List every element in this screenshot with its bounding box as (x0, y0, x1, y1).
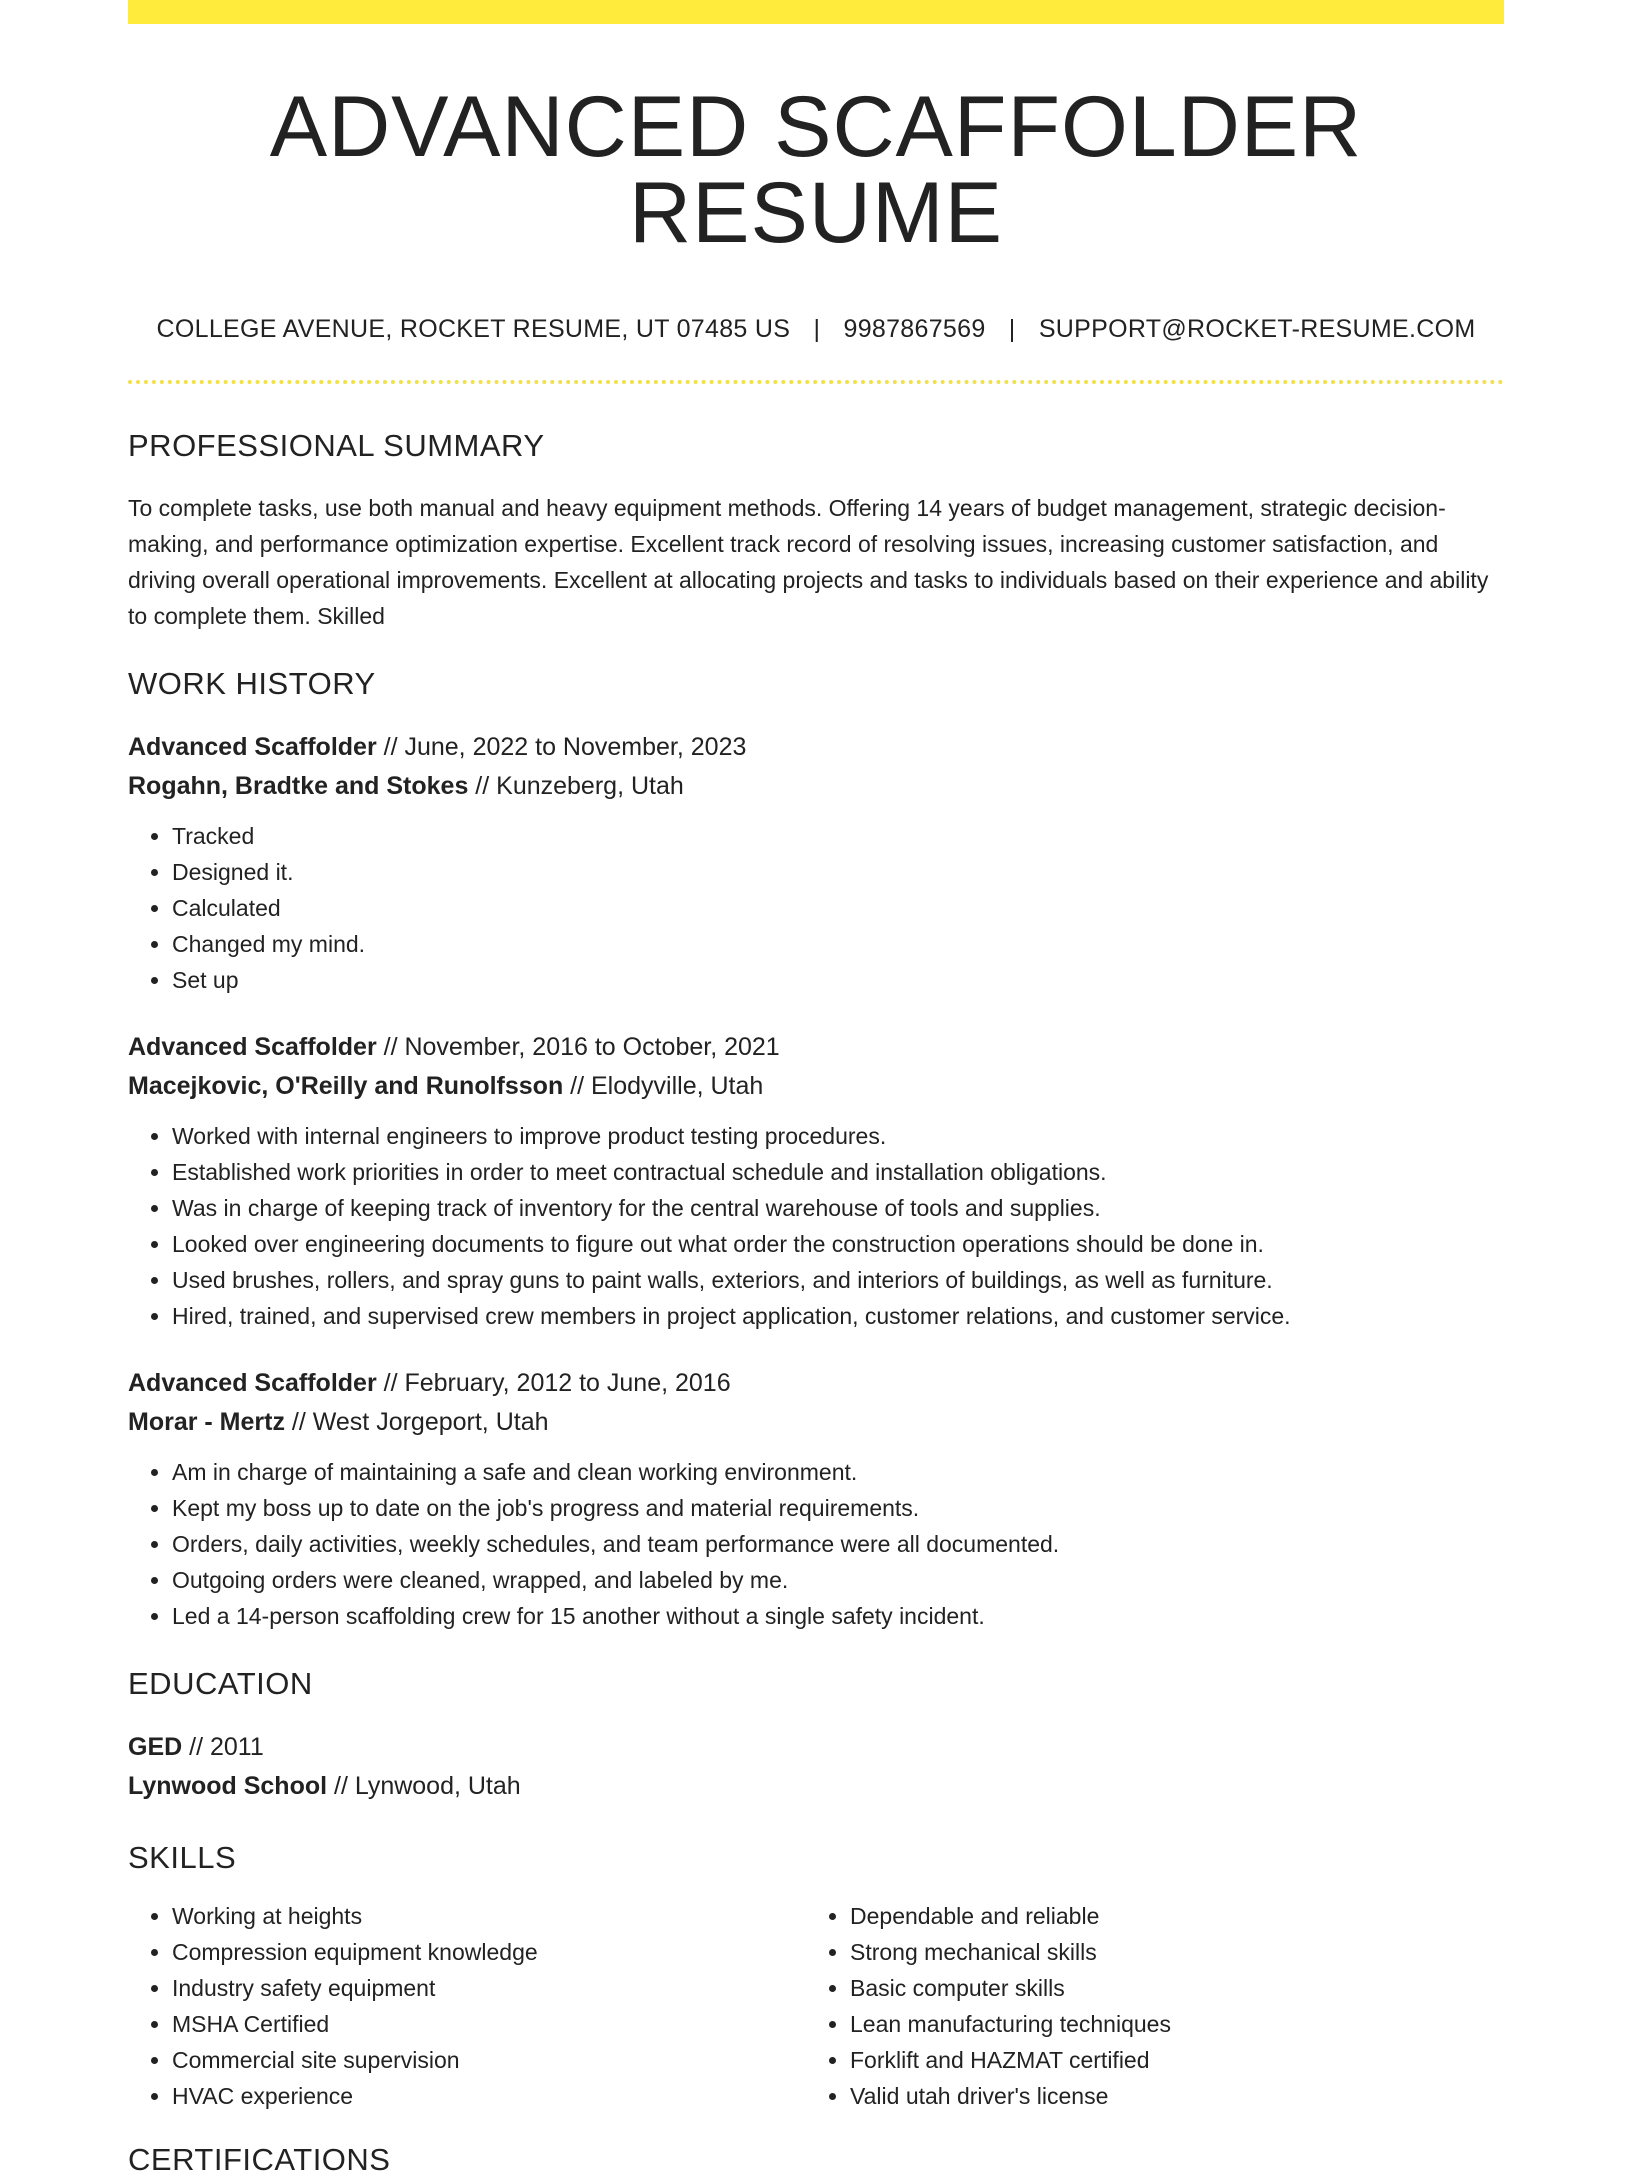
education-year: // 2011 (182, 1733, 264, 1761)
job-title-line (128, 1364, 1504, 1403)
education-degree: GED (128, 1733, 183, 1761)
skill-item: • Working at heights (172, 1898, 806, 1934)
job-entry (128, 728, 1504, 998)
job-entry (128, 1028, 1504, 1334)
job-company-line (128, 1067, 1504, 1106)
job-bullet: • Was in charge of keeping track of inventory for the central warehouse of tools and supplies. (172, 1190, 1504, 1226)
dotted-divider (128, 380, 1504, 384)
job-bullet: • Led a 14-person scaffolding crew for 15 another without a single safety incident. (172, 1598, 1504, 1634)
job-company: Macejkovic, O'Reilly and Runolfsson (128, 1072, 564, 1100)
job-bullet: • Am in charge of maintaining a safe and clean working environment. (172, 1454, 1504, 1490)
education-location: // Lynwood, Utah (327, 1772, 521, 1800)
job-bullets (128, 818, 1504, 998)
job-bullet: • Calculated (172, 890, 1504, 926)
skill-item: • Lean manufacturing techniques (850, 2006, 1484, 2042)
job-entry (128, 1364, 1504, 1634)
skill-item: • Dependable and reliable (850, 1898, 1484, 1934)
skill-item: • Commercial site supervision (172, 2042, 806, 2078)
certifications-heading: CERTIFICATIONS (128, 2142, 391, 2177)
job-company: Rogahn, Bradtke and Stokes (128, 772, 469, 800)
work-history-heading: WORK HISTORY (128, 666, 376, 701)
job-role: Advanced Scaffolder (128, 1369, 377, 1397)
skills-columns (128, 1898, 1504, 2114)
job-bullet: • Changed my mind. (172, 926, 1504, 962)
contact-phone: 9987867569 (843, 315, 986, 343)
skills-left-column (128, 1898, 806, 2114)
job-bullets (128, 1454, 1504, 1634)
job-bullet: • Used brushes, rollers, and spray guns to paint walls, exteriors, and interiors of buildings, as well as furniture. (172, 1262, 1504, 1298)
skills-heading: SKILLS (128, 1840, 237, 1875)
job-bullet: • Kept my boss up to date on the job's progress and material requirements. (172, 1490, 1504, 1526)
job-role: Advanced Scaffolder (128, 1033, 377, 1061)
skills-right-column (806, 1898, 1484, 2114)
resume-title: ADVANCED SCAFFOLDER RESUME (269, 79, 1363, 261)
job-company: Morar - Mertz (128, 1408, 285, 1436)
contact-line (128, 314, 1504, 344)
education-degree-line (128, 1728, 1504, 1767)
job-bullet: • Worked with internal engineers to improve product testing procedures. (172, 1118, 1504, 1154)
job-location: // West Jorgeport, Utah (284, 1408, 549, 1436)
job-location: // Kunzeberg, Utah (468, 772, 684, 800)
education-school: Lynwood School (128, 1772, 328, 1800)
skill-item: • Basic computer skills (850, 1970, 1484, 2006)
job-title-line (128, 728, 1504, 767)
contact-address: COLLEGE AVENUE, ROCKET RESUME, UT 07485 US (156, 315, 791, 343)
job-dates: // February, 2012 to June, 2016 (376, 1369, 731, 1397)
job-company-line (128, 1403, 1504, 1442)
contact-separator: | (1008, 315, 1016, 343)
skill-item: • Forklift and HAZMAT certified (850, 2042, 1484, 2078)
accent-top-bar (128, 0, 1504, 24)
job-location: // Elodyville, Utah (563, 1072, 764, 1100)
skill-item: • Industry safety equipment (172, 1970, 806, 2006)
education-heading: EDUCATION (128, 1666, 313, 1701)
job-company-line (128, 767, 1504, 806)
job-dates: // November, 2016 to October, 2021 (376, 1033, 780, 1061)
skill-item: • MSHA Certified (172, 2006, 806, 2042)
resume-page (128, 0, 1504, 2178)
job-role: Advanced Scaffolder (128, 733, 377, 761)
skill-item: • HVAC experience (172, 2078, 806, 2114)
job-bullet: • Hired, trained, and supervised crew members in project application, customer relations, and customer service. (172, 1298, 1504, 1334)
job-bullet: • Orders, daily activities, weekly schedules, and team performance were all documented. (172, 1526, 1504, 1562)
job-bullet: • Looked over engineering documents to figure out what order the construction operations should be done in. (172, 1226, 1504, 1262)
skill-item: • Strong mechanical skills (850, 1934, 1484, 1970)
skill-item: • Compression equipment knowledge (172, 1934, 806, 1970)
summary-heading: PROFESSIONAL SUMMARY (128, 428, 545, 463)
job-bullet: • Tracked (172, 818, 1504, 854)
contact-email: SUPPORT@ROCKET-RESUME.COM (1038, 315, 1476, 343)
job-bullets (128, 1118, 1504, 1334)
summary-text: To complete tasks, use both manual and heavy equipment methods. Offering 14 years of budget management, strategic decision-making, and performance optimization expertise. Excellent track record of resolving issues, increasing customer satisfaction, and driving overall operational improvements. Excellent at allocating projects and tasks to individuals based on their experience and ability to complete them. Skilled (128, 495, 1489, 629)
work-history-list (128, 728, 1504, 1634)
skill-item: • Valid utah driver's license (850, 2078, 1484, 2114)
job-bullet: • Designed it. (172, 854, 1504, 890)
education-school-line (128, 1767, 1504, 1806)
education-entry (128, 1728, 1504, 1806)
job-bullet: • Outgoing orders were cleaned, wrapped, and labeled by me. (172, 1562, 1504, 1598)
job-bullet: • Established work priorities in order to meet contractual schedule and installation obligations. (172, 1154, 1504, 1190)
job-bullet: • Set up (172, 962, 1504, 998)
job-title-line (128, 1028, 1504, 1067)
job-dates: // June, 2022 to November, 2023 (376, 733, 747, 761)
contact-separator: | (813, 315, 821, 343)
